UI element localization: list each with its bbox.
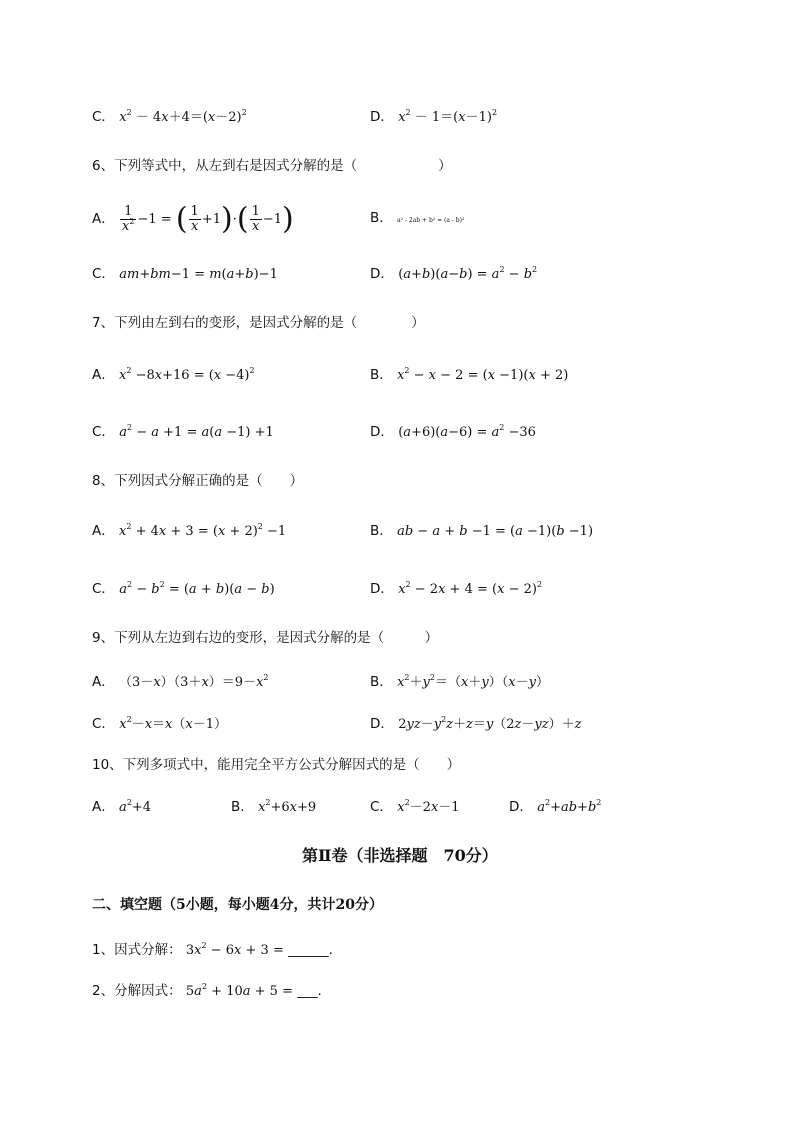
q6-option-b [370,208,464,231]
option-label: C． [92,424,115,440]
option-label: A． [92,367,115,383]
q8-option-b [370,521,593,542]
option-label: A． [92,211,115,227]
q7-option-c [92,422,274,443]
q5-option-c [92,107,247,128]
option-label: A． [92,523,115,539]
q6-option-d [370,264,537,285]
question-9-stem: 9、下列从左边到右边的变形，是因式分解的是（ ） [92,630,439,646]
math-expression: $x^2 - 4x+4=(x-2)^2$ [119,108,247,125]
math-expression: $(a+b)(a-b) = a^2 - b^2$ [398,265,538,282]
math-expression: $a^2+ab+b^2$ [537,798,602,815]
math-expression: $a^2 - a +1 = a(a -1) +1$ [119,423,274,440]
q8-option-a [92,521,286,542]
fill-question-2 [92,981,322,1002]
math-expression: $x^2-x=x(x-1)$ [119,715,228,732]
math-expression: $2yz-y^2z+z=y(2z-yz)+z$ [398,715,582,732]
answer-blank: ___ [297,983,318,999]
math-expression: a² - 2ab + b² = (a - b)² [397,217,465,224]
q10-option-c [370,797,460,818]
option-label: B． [370,367,393,383]
math-expression: $a^2+4$ [119,798,152,815]
math-expression: $x^2+y^2=(x+y)(x-y)$ [397,673,549,690]
option-label: C． [92,109,115,125]
math-expression: ab − a + b −1 = (a −1)(b −1) [397,524,594,539]
question-7-stem: 7、下列由左到右的变形，是因式分解的是（ ） [92,315,425,331]
question-10-stem: 10、下列多项式中，能用完全平方公式分解因式的是（ ） [92,757,461,773]
option-label: D． [370,581,394,597]
q6-option-a [92,201,294,237]
q9-option-b [370,672,549,693]
q10-option-a [92,797,151,818]
math-expression: $3x^2 - 6x + 3$ = [185,941,284,958]
option-label: C． [92,716,115,732]
q7-option-a [92,365,255,386]
question-8-stem: 8、下列因式分解正确的是（ ） [92,473,304,489]
q7-option-b [370,365,568,386]
q7-option-d [370,422,536,443]
question-6-stem: 6、下列等式中，从左到右是因式分解的是（ ） [92,158,452,174]
option-label: B． [370,674,393,690]
q9-option-c [92,714,227,735]
option-label: C． [92,581,115,597]
question-prefix: 2、分解因式： [92,983,182,999]
q10-option-d [509,797,601,818]
math-expression: $x^2 -8x+16 = (x -4)^2$ [119,366,255,383]
q8-option-d [370,579,542,600]
q9-option-d [370,714,582,735]
answer-blank: ______ [288,942,329,958]
math-expression: $x^2 + 4x + 3 = (x + 2)^2 -1$ [119,522,287,539]
option-label: B． [370,523,393,539]
option-label: D． [370,266,394,282]
math-expression: $\frac{1}{x^2}$ −1 = ( $\frac{1}{x}$ +1)·( $\frac{1}{x}$ −1) [122,201,294,237]
option-label: B． [370,210,393,226]
option-label: B． [231,799,254,815]
option-label: D． [370,424,394,440]
math-expression: $5a^2 + 10a + 5$ = [185,982,293,999]
part-2-title: 第Ⅱ卷（非选择题 70分） [302,846,498,865]
option-label: C． [92,266,115,282]
q5-option-d [370,107,497,128]
section-2-heading: 二、填空题（5小题，每小题4分，共计20分） [92,897,383,913]
q10-option-b [231,797,316,818]
q6-option-c [92,264,278,285]
option-label: A． [92,799,115,815]
math-expression: $(a+6)(a-6) = a^2 -36$ [398,423,536,440]
math-expression: $x^2 - 2x + 4 = (x - 2)^2$ [398,580,543,597]
end-punctuation: . [317,983,322,999]
math-expression: $x^2 - x - 2 = (x -1)(x + 2)$ [397,366,569,383]
option-label: A． [92,674,115,690]
math-expression: $a^2 - b^2 = (a + b)(a - b)$ [119,580,275,597]
option-label: D． [509,799,533,815]
math-expression: $x^2 - 1=(x-1)^2$ [398,108,498,125]
q8-option-c [92,579,275,600]
option-label: C． [370,799,393,815]
option-label: D． [370,109,394,125]
math-expression: $x^2+6x+9$ [258,798,317,815]
q9-option-a [92,672,269,693]
math-expression: am+bm−1 = m(a+b)−1 [119,267,278,282]
fill-question-1 [92,940,333,961]
question-prefix: 1、因式分解： [92,942,182,958]
math-expression: $x^2-2x-1$ [397,798,460,815]
end-punctuation: . [328,942,333,958]
math-expression: $(3-x)(3+x)=9-x^2$ [119,673,269,690]
option-label: D． [370,716,394,732]
